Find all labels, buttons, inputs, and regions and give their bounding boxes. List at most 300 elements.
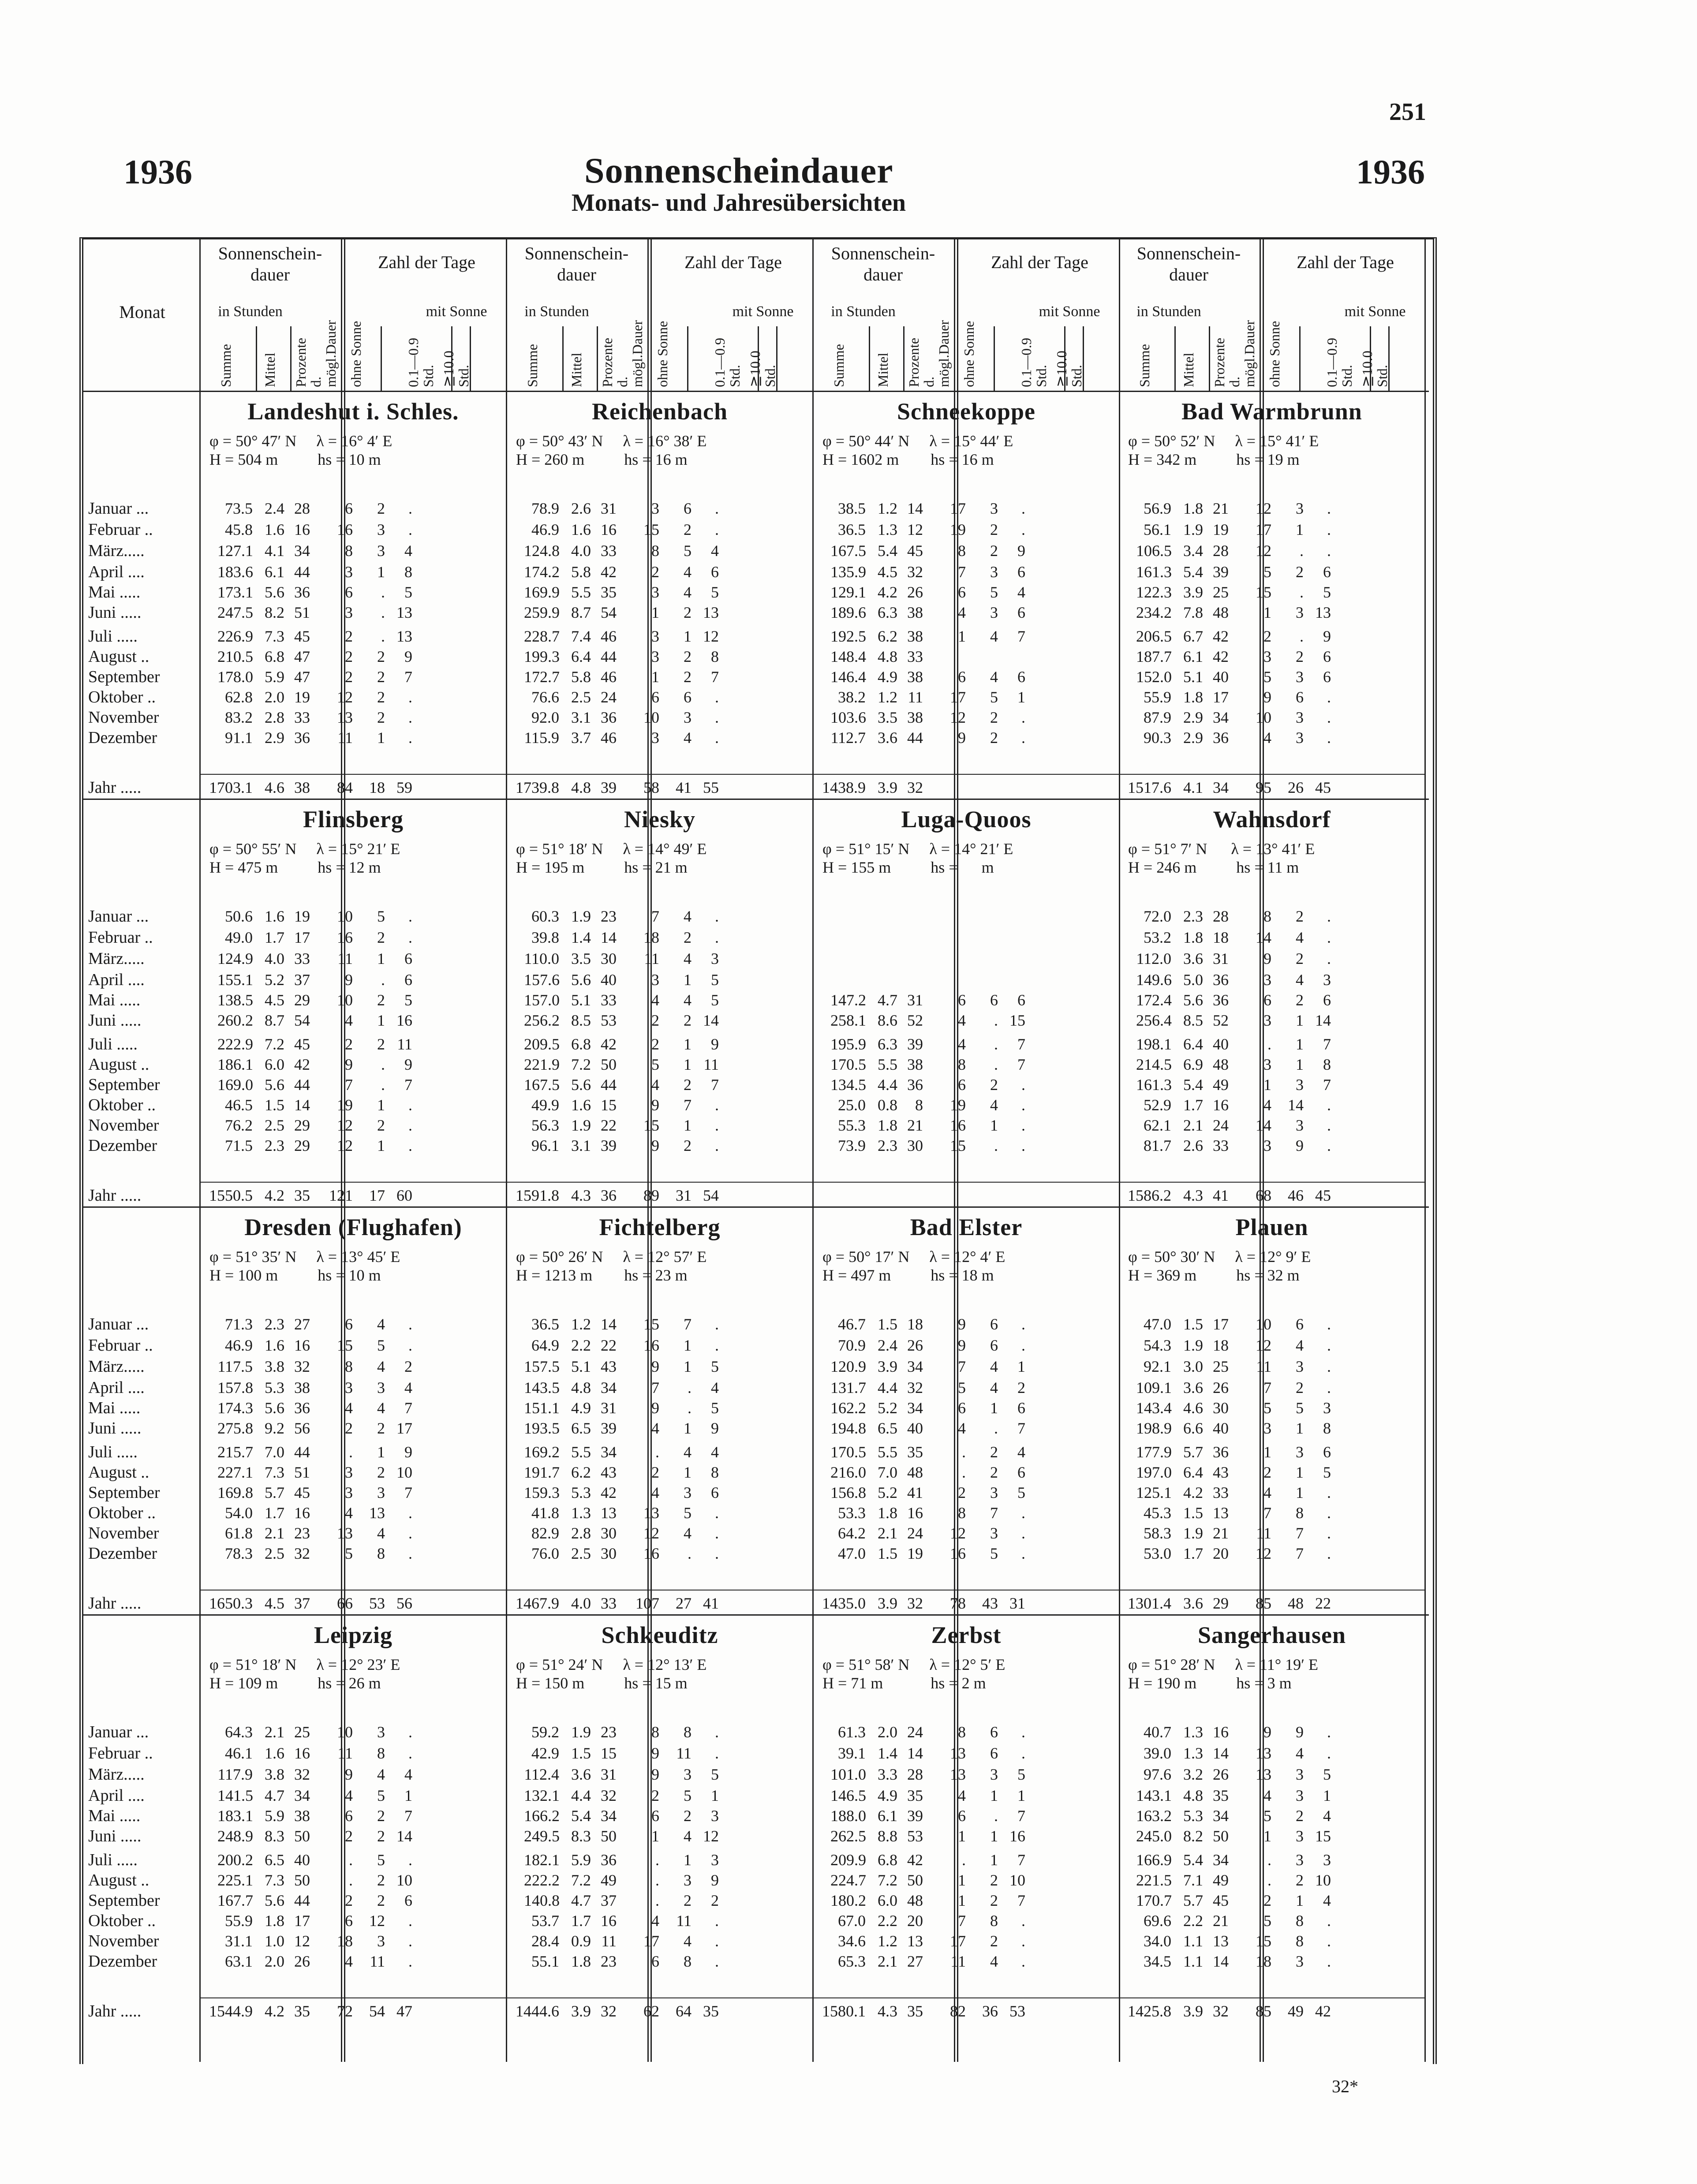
month-label: Dezember: [88, 1952, 157, 1971]
days-header: Zahl der Tage: [1297, 252, 1394, 272]
data-cell: 36: [1213, 1443, 1229, 1461]
data-cell: 7.2: [571, 1871, 591, 1889]
data-cell: 3.8: [265, 1358, 284, 1375]
data-cell: 8.5: [571, 1012, 591, 1029]
data-cell: 43: [1213, 1463, 1229, 1481]
data-cell: 65.3: [838, 1953, 866, 1970]
data-cell: .: [715, 1337, 719, 1354]
data-cell: 188.0: [830, 1807, 866, 1825]
data-cell: 4.0: [265, 950, 284, 967]
data-cell: 19: [950, 1096, 966, 1114]
data-cell: 39.1: [838, 1744, 866, 1762]
data-cell: 5.6: [265, 1399, 284, 1417]
data-cell: 7.3: [265, 1463, 284, 1481]
data-cell: 56: [294, 1419, 310, 1437]
data-cell: 216.0: [830, 1463, 866, 1481]
station-height: H = 246 m hs = 11 m: [1128, 859, 1299, 876]
data-cell: 13: [950, 1766, 966, 1783]
data-cell: 54.3: [1144, 1337, 1171, 1354]
data-cell: 46.7: [838, 1315, 866, 1333]
data-cell: 45: [294, 627, 310, 645]
year-cell: 84: [337, 779, 353, 796]
group-divider: [506, 237, 507, 2062]
year-cell: 36: [982, 2002, 998, 2020]
data-cell: 1.6: [265, 1337, 284, 1354]
data-cell: 11: [337, 729, 353, 747]
station-height: H = 497 m hs = 18 m: [822, 1266, 994, 1284]
data-cell: 31.1: [225, 1932, 253, 1950]
col-div-2: [903, 326, 905, 391]
data-cell: 4: [684, 991, 692, 1009]
col-label-3: ohne Sonne: [654, 321, 670, 387]
year-cell: 3.9: [878, 779, 897, 796]
data-cell: 4.7: [878, 991, 897, 1009]
data-cell: 183.6: [217, 563, 253, 581]
data-cell: 3: [651, 583, 659, 601]
data-cell: 1.5: [571, 1744, 591, 1762]
data-cell: 9: [1296, 1137, 1304, 1154]
data-cell: 9: [651, 1766, 659, 1783]
data-cell: 1.8: [1183, 929, 1203, 946]
data-cell: 2: [377, 1116, 385, 1134]
data-cell: 161.3: [1136, 1076, 1172, 1094]
data-cell: 3: [1296, 709, 1304, 726]
data-cell: 8: [377, 1545, 385, 1562]
data-cell: 4: [345, 1504, 353, 1522]
col-label-2: Prozente d. mögl.Dauer: [599, 320, 645, 387]
data-cell: 3: [684, 709, 692, 726]
data-cell: 3: [684, 1766, 692, 1783]
data-cell: 12: [1256, 1337, 1271, 1354]
data-cell: 4.5: [878, 563, 897, 581]
data-cell: .: [1021, 709, 1025, 726]
data-cell: 19: [294, 907, 310, 925]
data-cell: 1.8: [878, 1116, 897, 1134]
data-cell: 4.7: [265, 1787, 284, 1804]
col-div-3: [994, 326, 995, 391]
year-cell: 39: [601, 779, 617, 796]
data-cell: 2.5: [265, 1116, 284, 1134]
year-cell: 1586.2: [1128, 1187, 1171, 1204]
year-cell: 59: [396, 779, 412, 796]
header-top-rule: [83, 237, 1429, 239]
data-cell: 3.5: [878, 709, 897, 726]
month-label: März.....: [88, 1765, 145, 1784]
data-cell: 5.3: [265, 1379, 284, 1396]
data-cell: 36: [1213, 971, 1229, 989]
data-cell: 4: [990, 1096, 998, 1114]
data-cell: 199.3: [524, 648, 560, 665]
data-cell: 17: [294, 1912, 310, 1930]
col-label-4: 0.1—0.9 Std.: [405, 338, 436, 387]
data-cell: 5: [684, 542, 692, 560]
data-cell: 1: [684, 1463, 692, 1481]
data-cell: 53: [601, 1012, 617, 1029]
data-cell: 43: [601, 1463, 617, 1481]
data-cell: 54: [601, 604, 617, 621]
year-cell: 34: [1213, 779, 1229, 796]
data-cell: 3: [1263, 1137, 1271, 1154]
data-cell: 37: [601, 1892, 617, 1909]
data-cell: 2: [1263, 1892, 1271, 1909]
data-cell: 5: [990, 1545, 998, 1562]
data-cell: 5.9: [265, 1807, 284, 1825]
data-cell: .: [715, 1096, 719, 1114]
data-cell: 7: [958, 1358, 966, 1375]
data-cell: 2.3: [265, 1315, 284, 1333]
year-cell: 4.6: [265, 779, 284, 796]
data-cell: 7.1: [1183, 1871, 1203, 1889]
col-label-1: Mittel: [568, 352, 584, 387]
data-cell: 36: [601, 709, 617, 726]
station-name: Zerbst: [931, 1622, 1002, 1648]
data-cell: 7: [345, 1076, 353, 1094]
data-cell: .: [715, 1953, 719, 1970]
data-cell: 1.5: [1183, 1315, 1203, 1333]
data-cell: 4: [1263, 1484, 1271, 1501]
data-cell: 6: [1017, 1399, 1025, 1417]
data-cell: 34: [601, 1807, 617, 1825]
station-coordinates: φ = 51° 18′ N λ = 12° 23′ E: [209, 1656, 400, 1673]
data-cell: 3: [684, 1484, 692, 1501]
data-cell: 45.8: [225, 521, 253, 538]
data-cell: 62.1: [1144, 1116, 1171, 1134]
data-cell: .: [1327, 1315, 1331, 1333]
data-cell: 61.3: [838, 1723, 866, 1741]
data-cell: .: [408, 1315, 412, 1333]
data-cell: 2: [1263, 627, 1271, 645]
data-cell: 122.3: [1136, 583, 1172, 601]
data-cell: 6: [404, 971, 412, 989]
data-cell: 3: [1296, 1827, 1304, 1845]
data-cell: 3.6: [571, 1766, 591, 1783]
station-name: Bad Elster: [910, 1214, 1023, 1240]
data-cell: 1.5: [1183, 1504, 1203, 1522]
data-cell: .: [715, 929, 719, 946]
data-cell: 39.8: [531, 929, 559, 946]
data-cell: 46.9: [225, 1337, 253, 1354]
station-coordinates: φ = 50° 30′ N λ = 12° 9′ E: [1128, 1248, 1311, 1266]
data-cell: 234.2: [1136, 604, 1172, 621]
month-label: März.....: [88, 541, 145, 560]
data-cell: .: [1021, 1076, 1025, 1094]
year-cell: 82: [950, 2002, 966, 2020]
data-cell: 50: [1213, 1827, 1229, 1845]
data-cell: .: [408, 1504, 412, 1522]
data-cell: 6: [404, 1892, 412, 1909]
data-cell: 6.4: [1183, 1463, 1203, 1481]
data-cell: 4: [1323, 1892, 1331, 1909]
data-cell: 2: [990, 729, 998, 747]
col-div-3: [1299, 326, 1301, 391]
station-coordinates: φ = 51° 15′ N λ = 14° 21′ E: [822, 840, 1013, 858]
data-cell: 31: [1213, 950, 1229, 967]
data-cell: 2: [990, 1932, 998, 1950]
data-cell: 4: [1323, 1807, 1331, 1825]
data-cell: 1.8: [265, 1912, 284, 1930]
data-cell: 6: [1296, 1315, 1304, 1333]
data-cell: 38: [907, 668, 923, 686]
data-cell: 12: [907, 521, 923, 538]
data-cell: .: [1327, 1096, 1331, 1114]
data-cell: 4: [651, 1484, 659, 1501]
data-cell: 18: [1213, 1337, 1229, 1354]
data-cell: 3: [651, 729, 659, 747]
data-cell: 17: [1213, 1315, 1229, 1333]
year-cell: 85: [1256, 2002, 1271, 2020]
data-cell: 50: [601, 1827, 617, 1845]
data-cell: 193.5: [524, 1419, 560, 1437]
data-cell: 14: [396, 1827, 412, 1845]
sunshine-header-2: dauer: [557, 265, 596, 284]
data-cell: 5.9: [571, 1851, 591, 1869]
data-cell: 7: [1017, 1851, 1025, 1869]
data-cell: 2: [377, 1871, 385, 1889]
data-cell: 2: [377, 929, 385, 946]
year-rule: [201, 774, 506, 775]
month-label: Januar ...: [88, 1723, 149, 1741]
data-cell: 87.9: [1144, 709, 1171, 726]
data-cell: 109.1: [1136, 1379, 1172, 1396]
station-height: H = 109 m hs = 26 m: [209, 1674, 381, 1692]
data-cell: 5: [377, 907, 385, 925]
data-cell: 15: [337, 1337, 353, 1354]
data-cell: .: [1327, 950, 1331, 967]
data-cell: 30: [1213, 1399, 1229, 1417]
data-cell: 17: [950, 1932, 966, 1950]
data-cell: 2: [958, 1484, 966, 1501]
year-rule: [1119, 1997, 1424, 1998]
data-cell: 56.9: [1144, 500, 1171, 517]
data-cell: 11: [601, 1932, 617, 1950]
data-cell: 2: [684, 1076, 692, 1094]
data-cell: 47.0: [1144, 1315, 1171, 1333]
data-cell: 14: [1256, 929, 1271, 946]
data-cell: 5: [377, 1851, 385, 1869]
year-cell: 4.5: [265, 1594, 284, 1612]
data-cell: .: [1021, 1912, 1025, 1930]
data-cell: .: [1021, 1337, 1025, 1354]
station-height: H = 260 m hs = 16 m: [516, 451, 688, 468]
data-cell: 194.8: [830, 1419, 866, 1437]
data-cell: 9: [711, 1871, 719, 1889]
data-cell: 3: [377, 521, 385, 538]
data-cell: 36: [294, 583, 310, 601]
station-coordinates: φ = 51° 35′ N λ = 13° 45′ E: [209, 1248, 400, 1266]
data-cell: 1: [684, 1056, 692, 1073]
data-cell: 3.9: [1183, 583, 1203, 601]
data-cell: .: [1327, 729, 1331, 747]
data-cell: 3: [1296, 1953, 1304, 1970]
data-cell: 157.8: [217, 1379, 253, 1396]
data-cell: .: [962, 1463, 966, 1481]
data-cell: 15: [601, 1096, 617, 1114]
data-cell: 10: [396, 1463, 412, 1481]
data-cell: .: [349, 1871, 353, 1889]
data-cell: 19: [294, 688, 310, 706]
data-cell: 2: [1296, 907, 1304, 925]
data-cell: 4.0: [571, 542, 591, 560]
data-cell: 6: [711, 1484, 719, 1501]
data-cell: .: [408, 1137, 412, 1154]
data-cell: 33: [294, 950, 310, 967]
data-cell: 16: [337, 521, 353, 538]
data-cell: 41.8: [531, 1504, 559, 1522]
month-label: Juli .....: [88, 1035, 138, 1053]
data-cell: 2: [1263, 1463, 1271, 1481]
data-cell: .: [655, 1892, 659, 1909]
data-cell: 1.7: [265, 929, 284, 946]
data-cell: 3: [1296, 604, 1304, 621]
station-name: Plauen: [1235, 1214, 1308, 1240]
data-cell: 22: [601, 1337, 617, 1354]
data-cell: .: [1327, 500, 1331, 517]
data-cell: .: [1300, 627, 1304, 645]
sun-subheader: mit Sonne: [426, 303, 487, 320]
data-cell: 1.9: [1183, 521, 1203, 538]
data-cell: 18: [1256, 1953, 1271, 1970]
data-cell: 15: [643, 521, 659, 538]
data-cell: 1: [1296, 1892, 1304, 1909]
data-cell: 6.7: [1183, 627, 1203, 645]
data-cell: 56.1: [1144, 521, 1171, 538]
data-cell: 6: [651, 688, 659, 706]
data-cell: 127.1: [217, 542, 253, 560]
data-cell: 6: [345, 500, 353, 517]
year-rule: [814, 1182, 1119, 1183]
data-cell: 9: [1296, 1723, 1304, 1741]
data-cell: 4: [990, 668, 998, 686]
data-cell: 3: [651, 648, 659, 665]
data-cell: 4: [684, 729, 692, 747]
data-cell: 209.5: [524, 1035, 560, 1053]
year-cell: 35: [294, 2002, 310, 2020]
data-cell: 2: [377, 709, 385, 726]
data-cell: 1: [1017, 1787, 1025, 1804]
data-cell: 1: [1296, 1463, 1304, 1481]
data-cell: 2: [377, 1463, 385, 1481]
data-cell: 26: [1213, 1379, 1229, 1396]
data-cell: 49: [1213, 1871, 1229, 1889]
year-cell: 1544.9: [209, 2002, 253, 2020]
data-cell: 9: [958, 1337, 966, 1354]
col-label-4: 0.1—0.9 Std.: [1018, 338, 1049, 387]
month-label: September: [88, 1891, 160, 1910]
data-cell: 3: [345, 1379, 353, 1396]
data-cell: 1: [377, 1443, 385, 1461]
data-cell: .: [994, 1012, 998, 1029]
data-cell: 3: [1296, 1443, 1304, 1461]
data-cell: 259.9: [524, 604, 560, 621]
data-cell: 64.2: [838, 1524, 866, 1542]
col-label-2: Prozente d. mögl.Dauer: [293, 320, 339, 387]
data-cell: 7: [711, 1076, 719, 1094]
data-cell: 38.2: [838, 688, 866, 706]
data-cell: 4.4: [571, 1787, 591, 1804]
data-cell: 1.0: [265, 1932, 284, 1950]
data-cell: 2.1: [878, 1953, 897, 1970]
data-cell: 38: [907, 627, 923, 645]
data-cell: .: [349, 1443, 353, 1461]
data-cell: 5.4: [878, 542, 897, 560]
data-cell: .: [715, 1524, 719, 1542]
month-label: Mai .....: [88, 1807, 141, 1825]
data-cell: 35: [907, 1443, 923, 1461]
data-cell: 32: [294, 1545, 310, 1562]
data-cell: 2: [684, 1012, 692, 1029]
data-cell: 2: [1017, 1379, 1025, 1396]
data-cell: 7: [1263, 1379, 1271, 1396]
data-cell: 2.6: [1183, 1137, 1203, 1154]
data-cell: 187.7: [1136, 648, 1172, 665]
data-cell: 39: [601, 1137, 617, 1154]
data-cell: 7: [958, 1912, 966, 1930]
data-cell: 25: [294, 1723, 310, 1741]
data-cell: 174.3: [217, 1399, 253, 1417]
data-cell: 4: [1296, 929, 1304, 946]
page-title: Sonnenscheindauer: [584, 150, 893, 190]
data-cell: 69.6: [1144, 1912, 1171, 1930]
data-cell: .: [715, 907, 719, 925]
data-cell: 12: [294, 1932, 310, 1950]
data-cell: .: [381, 583, 385, 601]
data-cell: 2: [345, 648, 353, 665]
data-cell: 4: [377, 1524, 385, 1542]
data-cell: 6: [684, 688, 692, 706]
data-cell: 2.3: [878, 1137, 897, 1154]
data-cell: 3: [684, 1871, 692, 1889]
group-divider: [812, 237, 814, 2062]
data-cell: 2: [990, 1443, 998, 1461]
data-cell: 92.1: [1144, 1358, 1171, 1375]
data-cell: 16: [396, 1012, 412, 1029]
month-label: Dezember: [88, 728, 157, 747]
data-cell: 1: [1017, 1358, 1025, 1375]
data-cell: 2: [377, 1035, 385, 1053]
data-cell: 76.2: [225, 1116, 253, 1134]
data-cell: 3: [345, 1463, 353, 1481]
data-cell: 53.3: [838, 1504, 866, 1522]
data-cell: 12: [337, 1137, 353, 1154]
data-cell: 2.8: [265, 709, 284, 726]
data-cell: 4: [711, 542, 719, 560]
station-name: Bad Warmbrunn: [1181, 398, 1362, 425]
year-cell: 4.2: [265, 2002, 284, 2020]
data-cell: .: [1327, 1116, 1331, 1134]
data-cell: 38: [907, 1056, 923, 1073]
data-cell: 36: [907, 1076, 923, 1094]
month-label: Oktober ..: [88, 688, 156, 706]
data-cell: 44: [294, 563, 310, 581]
data-cell: 206.5: [1136, 627, 1172, 645]
data-cell: 38: [294, 1807, 310, 1825]
data-cell: 15: [1256, 1932, 1271, 1950]
data-cell: .: [381, 971, 385, 989]
data-cell: 59.2: [531, 1723, 559, 1741]
data-cell: 17: [396, 1419, 412, 1437]
data-cell: 18: [1213, 929, 1229, 946]
data-cell: 56.3: [531, 1116, 559, 1134]
data-cell: 13: [1213, 1932, 1229, 1950]
data-cell: 15: [643, 1315, 659, 1333]
data-cell: 3: [377, 1723, 385, 1741]
month-label: Dezember: [88, 1544, 157, 1563]
data-cell: 4: [684, 950, 692, 967]
col-label-4: 0.1—0.9 Std.: [712, 338, 743, 387]
data-cell: 15: [950, 1137, 966, 1154]
data-cell: 167.5: [830, 542, 866, 560]
data-cell: 4: [377, 1358, 385, 1375]
